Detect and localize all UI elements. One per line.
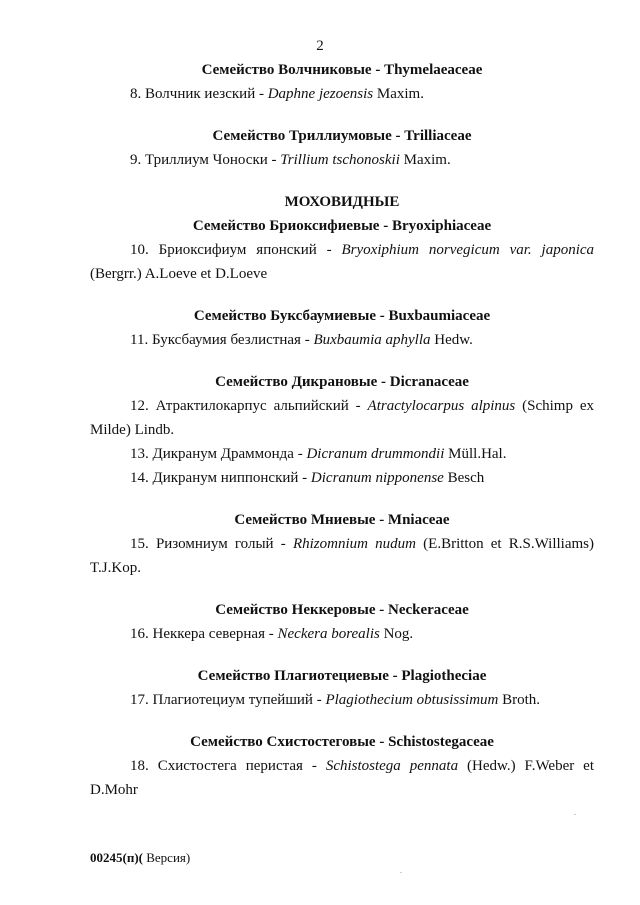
russian-name: Схистостега перистая -	[157, 758, 326, 774]
latin-name: Rhizomnium nudum	[292, 536, 416, 552]
russian-name: Ризомниум голый -	[155, 536, 293, 552]
latin-name: Plagiothecium obtusissimum	[325, 692, 499, 708]
author: Hedw.	[430, 332, 473, 348]
entry-number: 10.	[130, 242, 149, 258]
author: Nog.	[379, 626, 414, 642]
species-entry	[90, 532, 594, 580]
entry-number: 16.	[130, 626, 149, 642]
scan-speck	[574, 814, 576, 815]
section-title: Семейство Дикрановые - Dicranaceae	[215, 374, 469, 390]
species-entry	[90, 394, 594, 442]
russian-name: Плагиотециум тупейший -	[152, 692, 326, 708]
author: Maxim.	[373, 86, 424, 102]
species-entry	[90, 754, 594, 802]
section-title: Семейство Мниевые - Mniaceae	[234, 512, 450, 528]
species-entry	[90, 688, 594, 712]
entry-number: 14.	[130, 470, 149, 486]
species-entry	[90, 622, 594, 646]
author: Müll.Hal.	[444, 446, 507, 462]
author: (E.Britton et R.S.Williams) T.J.Kop.	[90, 536, 594, 576]
entry-number: 17.	[130, 692, 149, 708]
latin-name: Dicranum nipponense	[310, 470, 444, 486]
species-entry	[90, 442, 594, 466]
species-entry	[90, 238, 594, 286]
entry-number: 8.	[130, 86, 142, 102]
russian-name: Триллиум Чоноски -	[145, 152, 281, 168]
entry-number: 13.	[130, 446, 149, 462]
species-entry	[90, 148, 594, 172]
author: Broth.	[498, 692, 541, 708]
species-entry	[90, 328, 594, 352]
section-title: Семейство Триллиумовые - Trilliaceae	[212, 128, 472, 144]
group-heading: МОХОВИДНЫЕ	[284, 194, 400, 210]
author: (Hedw.) F.Weber et D.Mohr	[90, 758, 594, 798]
russian-name: Дикранум Драммонда -	[152, 446, 307, 462]
entry-number: 11.	[130, 332, 149, 348]
document-footer	[90, 850, 190, 866]
russian-name: Неккера северная -	[152, 626, 278, 642]
section-title: Семейство Бриоксифиевые - Bryoxiphiaceae	[192, 218, 492, 234]
section-title: Семейство Схистостеговые - Schistostegaceae	[190, 734, 494, 750]
author: (Bergrr.) A.Loeve et D.Loeve	[90, 266, 268, 282]
version-label: Версия)	[142, 850, 191, 865]
author: Maxim.	[399, 152, 451, 168]
latin-name: Bryoxiphium norvegicum var. japonica	[341, 242, 595, 258]
entry-number: 15.	[130, 536, 149, 552]
document-code: 00245(п)(	[90, 850, 143, 865]
section-title: Семейство Буксбаумиевые - Buxbaumiaceae	[193, 308, 491, 324]
russian-name: Бриоксифиум японский -	[158, 242, 342, 258]
latin-name: Neckera borealis	[277, 626, 380, 642]
entry-number: 18.	[130, 758, 149, 774]
russian-name: Волчник иезский -	[145, 86, 268, 102]
species-entry	[90, 82, 594, 106]
section-title: Семейство Волчниковые - Thymelaeaceae	[201, 62, 483, 78]
russian-name: Буксбаумия безлистная -	[151, 332, 314, 348]
latin-name: Schistostega pennata	[325, 758, 459, 774]
latin-name: Daphne jezoensis	[267, 86, 374, 102]
russian-name: Дикранум ниппонский -	[152, 470, 311, 486]
entry-number: 12.	[130, 398, 149, 414]
latin-name: Trillium tschonoskii	[280, 152, 400, 168]
author: Besch	[443, 470, 485, 486]
document-body	[90, 58, 594, 802]
section-title: Семейство Плагиотециевые - Plagiotheciae	[197, 668, 487, 684]
entry-number: 9.	[130, 152, 142, 168]
species-entry	[90, 466, 594, 490]
latin-name: Dicranum drummondii	[306, 446, 445, 462]
latin-name: Buxbaumia aphylla	[313, 332, 431, 348]
scan-speck	[400, 872, 402, 873]
author: (Schimp ex Milde) Lindb.	[90, 398, 595, 438]
page-number: 2	[316, 38, 324, 54]
russian-name: Атрактилокарпус альпийский -	[155, 398, 368, 414]
latin-name: Atractylocarpus alpinus	[367, 398, 516, 414]
section-title: Семейство Неккеровые - Neckeraceae	[215, 602, 469, 618]
